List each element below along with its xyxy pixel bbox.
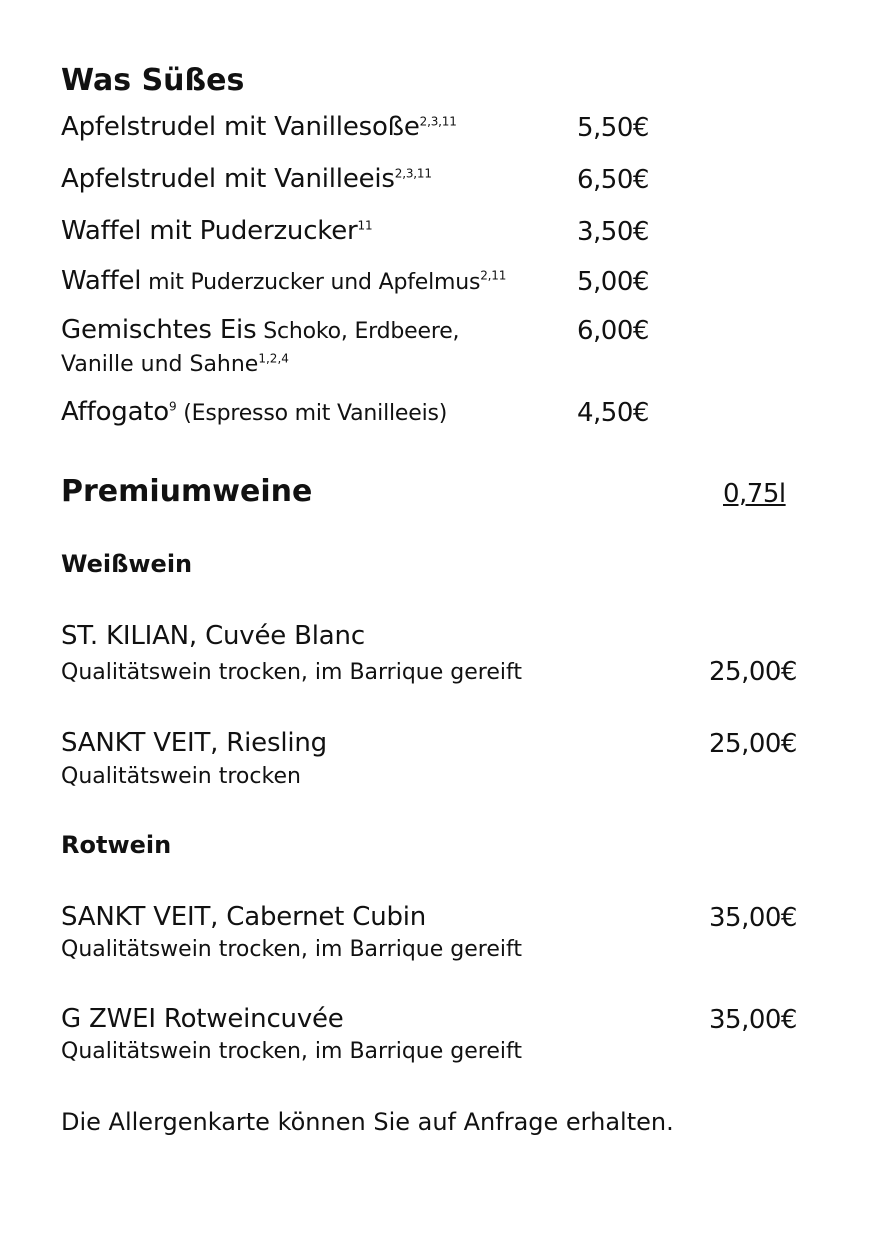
allergen-codes: 2,11 [480, 268, 507, 283]
allergen-note: Die Allergenkarte können Sie auf Anfrage erhalten. [61, 1108, 674, 1136]
wine-item-name: G ZWEI Rotweincuvée [61, 1004, 344, 1034]
dessert-item-name: Gemischtes Eis Schoko, Erdbeere, [61, 315, 460, 345]
dessert-item-price: 5,00€ [577, 267, 649, 297]
dessert-item-price: 4,50€ [577, 398, 649, 428]
white-wine-heading: Weißwein [61, 550, 193, 578]
wine-item-price: 35,00€ [709, 1005, 797, 1035]
dessert-item-price: 5,50€ [577, 113, 649, 143]
dessert-item-name: Waffel mit Puderzucker und Apfelmus$^{2,11}$ [61, 266, 507, 296]
wine-item-name: SANKT VEIT, Riesling [61, 728, 327, 758]
wine-item-desc: Qualitätswein trocken, im Barrique gereift [61, 937, 522, 962]
wine-item-price: 25,00€ [709, 729, 797, 759]
dessert-item-price: 3,50€ [577, 217, 649, 247]
dessert-item-name-line2: Vanille und Sahne$^{1,2,4}$ [61, 351, 289, 377]
wine-item-desc: Qualitätswein trocken, im Barrique gereift [61, 1039, 522, 1064]
desserts-heading: Was Süßes [61, 63, 245, 98]
dessert-item-name: Apfelstrudel mit Vanillesoße$^{2,3,11}$ [61, 112, 457, 142]
wine-item-desc: Qualitätswein trocken [61, 764, 301, 789]
wine-item-price: 35,00€ [709, 903, 797, 933]
allergen-codes: 2,3,11 [394, 166, 432, 181]
dessert-item-price: 6,50€ [577, 165, 649, 195]
wine-item-price: 25,00€ [709, 657, 797, 687]
dessert-item-name: Waffel mit Puderzucker$^{11}$ [61, 216, 373, 246]
dessert-item-price: 6,00€ [577, 316, 649, 346]
wines-heading: Premiumweine [61, 474, 313, 509]
red-wine-heading: Rotwein [61, 831, 172, 859]
wine-item-name: SANKT VEIT, Cabernet Cubin [61, 902, 427, 932]
allergen-codes: 9 [169, 399, 177, 414]
allergen-codes: 2,3,11 [419, 114, 457, 129]
dessert-item-name: Affogato$^9$ (Espresso mit Vanilleeis) [61, 397, 448, 427]
volume-label: 0,75l [723, 479, 786, 509]
allergen-codes: 1,2,4 [258, 351, 289, 366]
wine-item-desc: Qualitätswein trocken, im Barrique gereift [61, 660, 522, 685]
allergen-codes: 11 [357, 218, 373, 233]
wine-item-name: ST. KILIAN, Cuvée Blanc [61, 621, 365, 651]
dessert-item-name: Apfelstrudel mit Vanilleeis$^{2,3,11}$ [61, 164, 432, 194]
